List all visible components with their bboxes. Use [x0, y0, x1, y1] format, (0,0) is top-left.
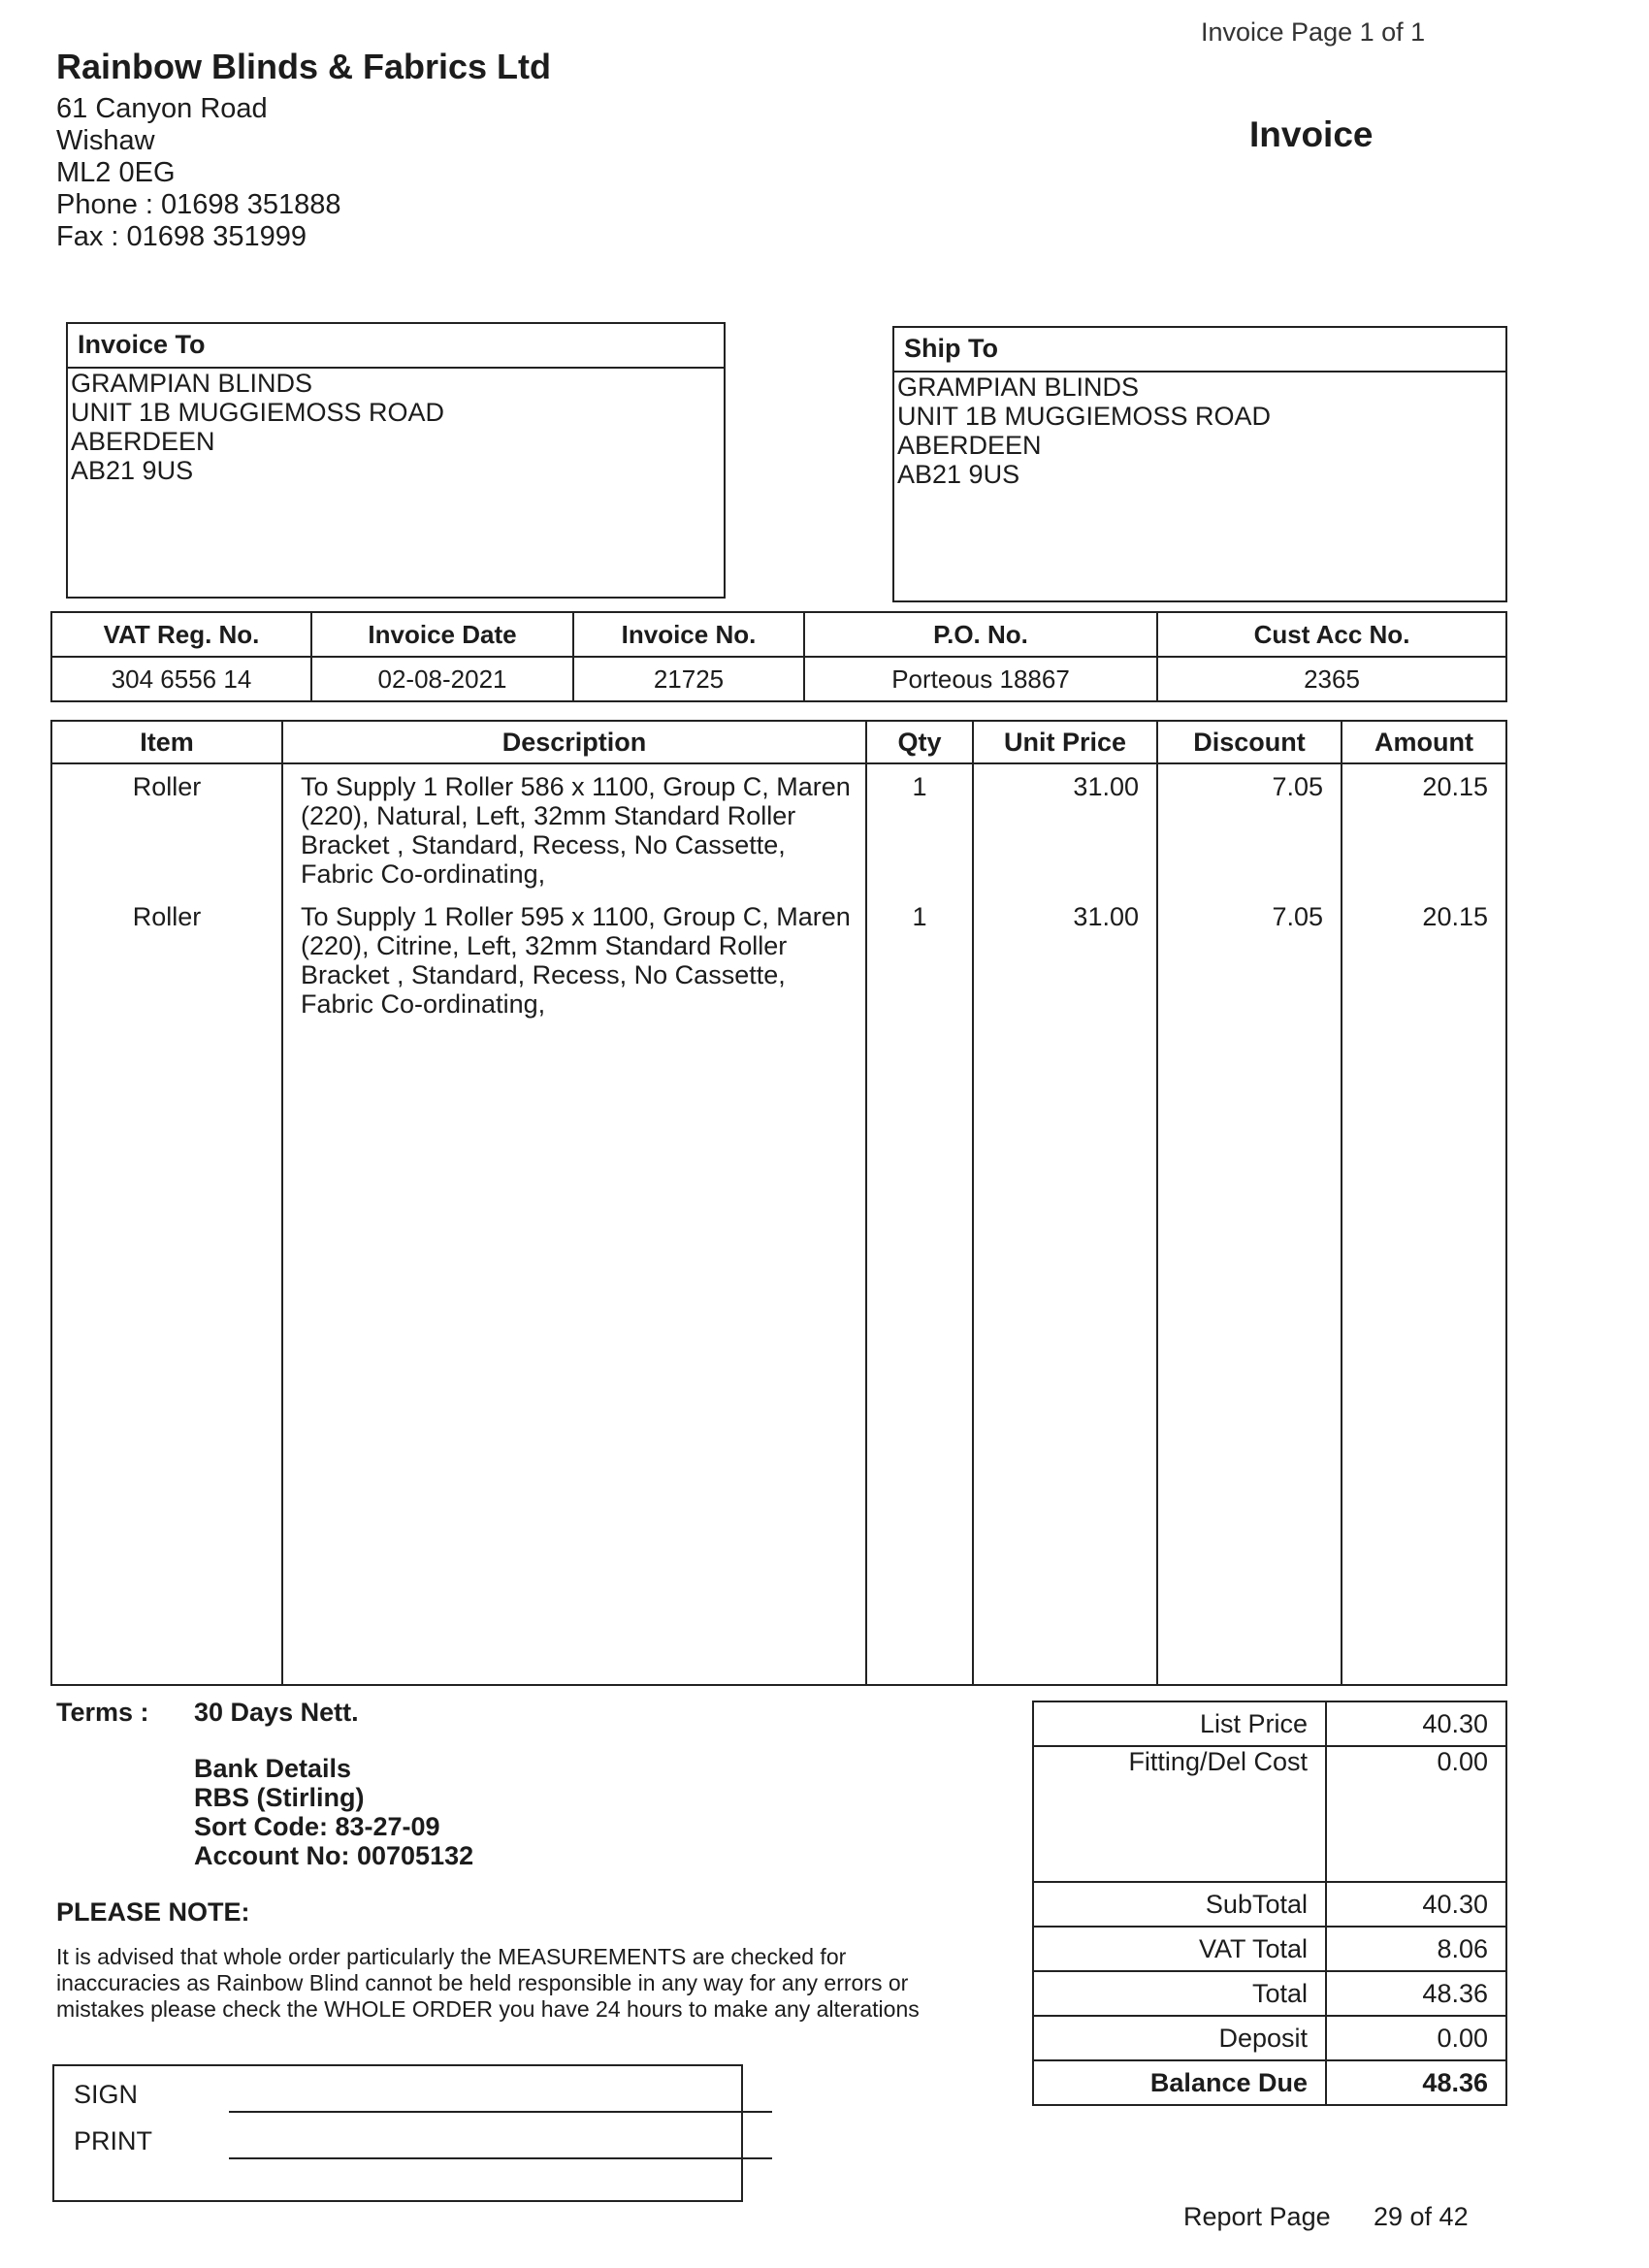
ship-to-line: UNIT 1B MUGGIEMOSS ROAD — [897, 402, 1272, 431]
company-name: Rainbow Blinds & Fabrics Ltd — [56, 47, 552, 86]
item-column — [51, 763, 282, 1685]
fitting-value: 0.00 — [1326, 1746, 1506, 1882]
fitting-label: Fitting/Del Cost — [1033, 1746, 1326, 1882]
invoice-to-heading: Invoice To — [68, 324, 724, 369]
po-no-value: Porteous 18867 — [804, 657, 1157, 701]
vat-total-value: 8.06 — [1326, 1927, 1506, 1971]
amount-cell: 20.15 — [1422, 902, 1488, 931]
invoice-to-line: GRAMPIAN BLINDS — [71, 369, 313, 398]
po-no-header: P.O. No. — [804, 612, 1157, 657]
ship-to-line: ABERDEEN — [897, 431, 1042, 460]
vat-reg-value: 304 6556 14 — [51, 657, 311, 701]
sign-line[interactable] — [229, 2111, 772, 2113]
discount-cell: 7.05 — [1272, 772, 1323, 801]
vat-total-label: VAT Total — [1033, 1927, 1326, 1971]
ship-to-box — [892, 326, 1507, 602]
subtotal-label: SubTotal — [1033, 1882, 1326, 1927]
terms-value: 30 Days Nett. — [194, 1698, 359, 1727]
ship-to-heading: Ship To — [894, 328, 1505, 373]
description-column — [282, 763, 866, 1685]
invoice-to-line: AB21 9US — [71, 456, 194, 485]
invoice-page-indicator: Invoice Page 1 of 1 — [1201, 17, 1426, 47]
print-line[interactable] — [229, 2157, 772, 2159]
report-page-label: Report Page — [1183, 2202, 1331, 2231]
qty-header: Qty — [866, 721, 973, 763]
balance-due-value: 48.36 — [1326, 2060, 1506, 2105]
please-note-text — [56, 1944, 920, 2023]
cust-acc-header: Cust Acc No. — [1157, 612, 1506, 657]
discount-cell: 7.05 — [1272, 902, 1323, 931]
deposit-value: 0.00 — [1326, 2016, 1506, 2060]
amount-column — [1342, 763, 1506, 1685]
item-header: Item — [51, 721, 282, 763]
unit-price-cell: 31.00 — [1073, 772, 1139, 801]
note-line: inaccuracies as Rainbow Blind cannot be held responsible in any way for any errors or — [56, 1970, 909, 1995]
company-address-line: 61 Canyon Road — [56, 93, 268, 124]
report-page-number: 29 of 42 — [1374, 2202, 1469, 2231]
description-header: Description — [282, 721, 866, 763]
vat-reg-header: VAT Reg. No. — [51, 612, 311, 657]
company-address-line: ML2 0EG — [56, 157, 176, 188]
deposit-label: Deposit — [1033, 2016, 1326, 2060]
qty-column — [866, 763, 973, 1685]
balance-due-label: Balance Due — [1033, 2060, 1326, 2105]
item-cell: Roller — [132, 902, 202, 931]
document-title: Invoice — [1249, 114, 1374, 154]
company-phone: Phone : 01698 351888 — [56, 189, 341, 220]
invoice-to-box — [66, 322, 726, 599]
total-value: 48.36 — [1326, 1971, 1506, 2016]
signature-box — [52, 2064, 743, 2202]
subtotal-value: 40.30 — [1326, 1882, 1506, 1927]
description-cell: To Supply 1 Roller 586 x 1100, Group C, Maren (220), Natural, Left, 32mm Standard Roller Bracket , Standard, Recess, No Cassette, Fabric Co-ordinating, — [301, 772, 851, 889]
invoice-info-table — [50, 611, 1507, 702]
description-cell: To Supply 1 Roller 595 x 1100, Group C, Maren (220), Citrine, Left, 32mm Standard Roller Bracket , Standard, Recess, No Cassette, Fabric Co-ordinating, — [301, 902, 851, 1019]
cust-acc-value: 2365 — [1157, 657, 1506, 701]
print-label: PRINT — [74, 2126, 152, 2155]
amount-cell: 20.15 — [1422, 772, 1488, 801]
invoice-no-value: 21725 — [573, 657, 804, 701]
invoice-no-header: Invoice No. — [573, 612, 804, 657]
qty-cell: 1 — [912, 902, 927, 931]
sort-code: Sort Code: 83-27-09 — [194, 1812, 440, 1841]
bank-details — [194, 1754, 473, 1870]
amount-header: Amount — [1342, 721, 1506, 763]
note-line: It is advised that whole order particularly the MEASUREMENTS are checked for — [56, 1944, 847, 1969]
unit-price-header: Unit Price — [973, 721, 1157, 763]
unit-price-cell: 31.00 — [1073, 902, 1139, 931]
account-number: Account No: 00705132 — [194, 1841, 474, 1870]
items-table — [50, 720, 1507, 1686]
bank-details-heading: Bank Details — [194, 1754, 352, 1783]
discount-column — [1157, 763, 1342, 1685]
invoice-date-header: Invoice Date — [311, 612, 573, 657]
qty-cell: 1 — [912, 772, 927, 801]
totals-table — [1032, 1701, 1507, 2106]
list-price-value: 40.30 — [1326, 1701, 1506, 1746]
unit-price-column — [973, 763, 1157, 1685]
ship-to-line: GRAMPIAN BLINDS — [897, 373, 1140, 402]
note-line: mistakes please check the WHOLE ORDER you have 24 hours to make any alterations — [56, 1996, 920, 2022]
list-price-label: List Price — [1033, 1701, 1326, 1746]
invoice-date-value: 02-08-2021 — [311, 657, 573, 701]
company-address-line: Wishaw — [56, 125, 155, 156]
terms-label: Terms : — [56, 1698, 149, 1727]
invoice-to-line: UNIT 1B MUGGIEMOSS ROAD — [71, 398, 445, 427]
item-cell: Roller — [132, 772, 202, 801]
total-label: Total — [1033, 1971, 1326, 2016]
please-note-heading: PLEASE NOTE: — [56, 1897, 250, 1927]
bank-name: RBS (Stirling) — [194, 1783, 365, 1812]
ship-to-line: AB21 9US — [897, 460, 1020, 489]
discount-header: Discount — [1157, 721, 1342, 763]
sign-label: SIGN — [74, 2080, 139, 2109]
company-fax: Fax : 01698 351999 — [56, 221, 307, 252]
invoice-to-line: ABERDEEN — [71, 427, 215, 456]
